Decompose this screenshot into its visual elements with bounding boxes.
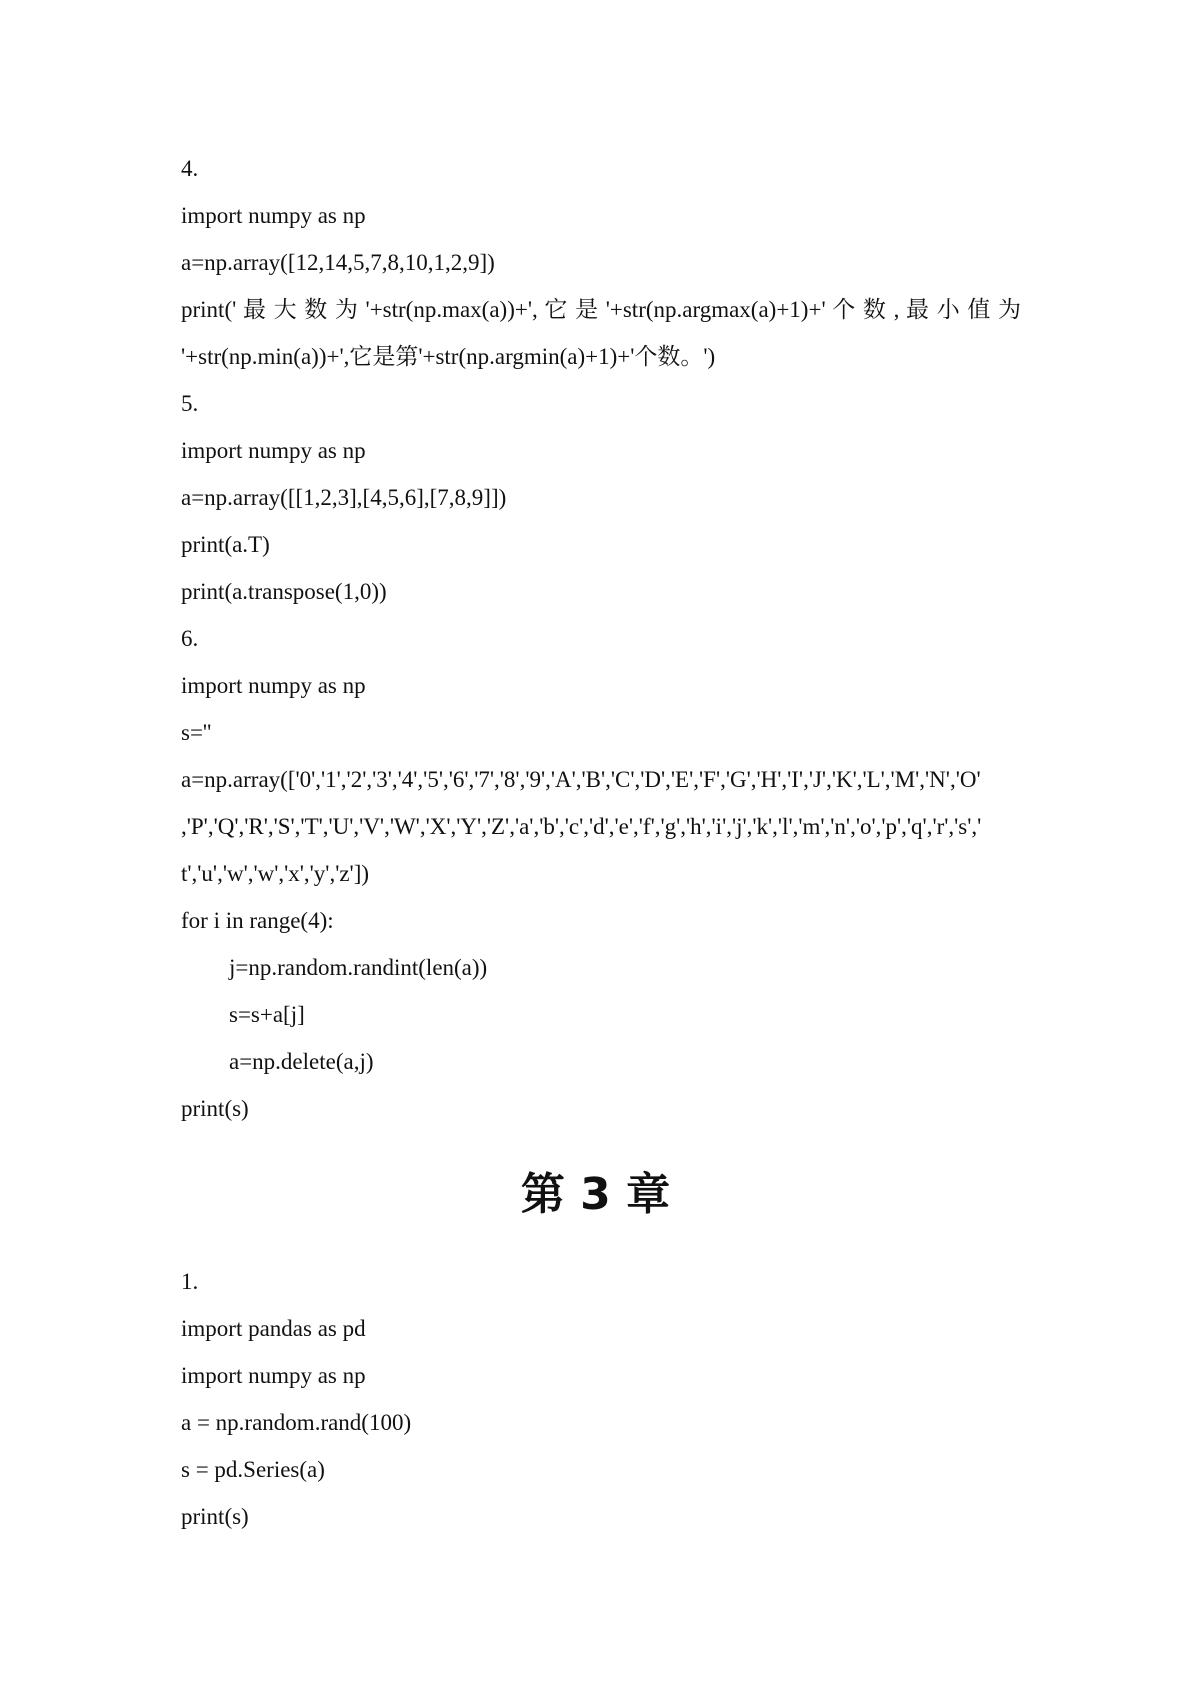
code-line: s='': [181, 720, 212, 745]
exercise-number-1: 1.: [181, 1269, 199, 1294]
code-line: for i in range(4):: [181, 908, 334, 933]
code-line: a=np.array([[1,2,3],[4,5,6],[7,8,9]]): [181, 485, 507, 510]
code-line: print(s): [181, 1096, 249, 1121]
code-line: import pandas as pd: [181, 1316, 366, 1341]
code-line: s=s+a[j]: [229, 1002, 305, 1027]
code-line: import numpy as np: [181, 1363, 366, 1388]
code-line: import numpy as np: [181, 438, 366, 463]
code-line: print(a.transpose(1,0)): [181, 579, 387, 604]
code-line: import numpy as np: [181, 203, 366, 228]
code-line: j=np.random.randint(len(a)): [229, 955, 488, 980]
code-line: a=np.array([12,14,5,7,8,10,1,2,9]): [181, 250, 495, 275]
code-line: a = np.random.rand(100): [181, 1410, 412, 1435]
code-line: print(s): [181, 1504, 249, 1529]
exercise-number-5: 5.: [181, 391, 199, 416]
code-line: import numpy as np: [181, 673, 366, 698]
code-line: a=np.array(['0','1','2','3','4','5','6','7','8','9','A','B','C','D','E','F','G','H','I','J','K','L','M','N','O': [181, 767, 981, 792]
code-line: print(a.T): [181, 532, 270, 557]
code-line: print(' 最 大 数 为 '+str(np.max(a))+', 它 是 '+str(np.argmax(a)+1)+' 个 数 , 最 小 值 为: [181, 297, 1021, 322]
code-line: '+str(np.min(a))+',它是第'+str(np.argmin(a)+1)+'个数。'): [181, 344, 716, 369]
code-line: ,'P','Q','R','S','T','U','V','W','X','Y','Z','a','b','c','d','e','f','g','h','i','j','k','l','m','n','o','p','q','r','s',': [181, 814, 982, 839]
code-line: a=np.delete(a,j): [229, 1049, 374, 1074]
chapter-heading: 第 3 章: [520, 1169, 671, 1220]
code-line: s = pd.Series(a): [181, 1457, 325, 1482]
code-line: t','u','w','w','x','y','z']): [181, 861, 370, 886]
exercise-number-4: 4.: [181, 156, 199, 181]
exercise-number-6: 6.: [181, 626, 199, 651]
